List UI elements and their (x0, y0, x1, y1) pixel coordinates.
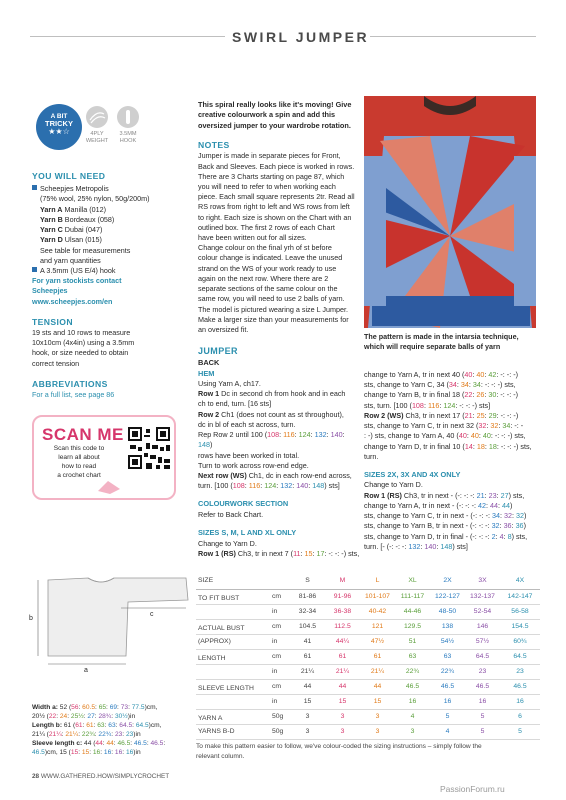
notes-line: outlined box. The first 2 rows of each Chart (198, 222, 335, 232)
table-cell: 154.5 (500, 619, 540, 634)
table-cell: 3 (290, 724, 325, 739)
row-label: TO FIT BUST (196, 589, 270, 604)
scan-line: a crochet chart (57, 471, 101, 479)
table-row (196, 604, 540, 619)
measurement-line: Sleeve length c: 44 (44: 44: 46.5: 46.5: 46.5: (32, 740, 166, 748)
tension-line: correct tension (32, 358, 80, 368)
table-cell: 61 (290, 649, 325, 664)
intro-line: This spiral really looks like it's moving! Give (198, 100, 352, 109)
yarn-a-line (32, 205, 182, 215)
measurement-line: 46.5)cm, 15 (15: 15: 16: 16: 16: 16)in (32, 749, 141, 757)
table-cell: 64.5 (465, 649, 500, 664)
table-cell: 5 (500, 724, 540, 739)
table-cell: 23 (500, 664, 540, 679)
table-cell: 41 (290, 634, 325, 649)
yarn-d-line (32, 235, 182, 245)
table-header-cell (270, 574, 290, 589)
badge-line1: A BIT (50, 113, 68, 120)
qr-code-icon[interactable] (126, 425, 172, 471)
row-unit: cm (270, 649, 290, 664)
middle-column (198, 100, 360, 559)
table-header-cell: M (325, 574, 360, 589)
x-line: sts, change to Yarn B, tr in next - (-: -: -: 32: 36: 36) (364, 521, 526, 531)
table-cell: 3 (325, 724, 360, 739)
watermark: PassionForum.ru (440, 784, 505, 794)
table-cell: 146 (465, 619, 500, 634)
table-cell: 15 (290, 694, 325, 709)
table-cell: 4 (430, 724, 465, 739)
hem-line: Using Yarn A, ch17. (198, 379, 261, 389)
caption-line: which will require separate balls of yarn (364, 342, 501, 352)
yarn-ball-icon (86, 106, 108, 128)
yarn-composition: (75% wool, 25% nylon, 50g/200m) (40, 194, 150, 204)
sml-line: Change to Yarn D. (198, 538, 257, 548)
measurement-line: 21¼ (21¼: 21¼: 22¾: 22¾: 23: 23)in (32, 731, 141, 739)
table-cell: 16 (395, 694, 430, 709)
page-title: SWIRL JUMPER (232, 29, 370, 45)
yarn-value: Dubai (047) (64, 225, 103, 235)
label-c: c (150, 611, 154, 618)
table-cell: 44 (325, 679, 360, 694)
hem-line: Row 2 Ch1 (does not count as st throughout), (198, 409, 344, 419)
intro-line: creative colourwork a spin and add this (198, 110, 336, 120)
table-cell: 15 (325, 694, 360, 709)
tension-line: 10x10cm (4x4in) using a 3.5mm (32, 338, 135, 348)
table-cell: 56-58 (500, 604, 540, 619)
stockists-link[interactable]: www.scheepjes.com/en (32, 296, 113, 306)
yarn-brand: Scheepjes Metropolis (40, 184, 109, 194)
you-will-need-heading: YOU WILL NEED (32, 171, 106, 181)
star-rating: ★★☆ (48, 127, 70, 137)
table-note-line: relevant column. (196, 752, 245, 760)
notes-line: Back and Sleeves. Each piece is worked in rows. (198, 161, 355, 171)
table-cell: 91-96 (325, 589, 360, 604)
table-cell: 111-117 (395, 589, 430, 604)
yarn-label: Yarn C (40, 225, 63, 235)
ply-sub: WEIGHT (85, 137, 109, 144)
badge-line2: TRICKY (45, 119, 73, 129)
table-cell: 3 (360, 724, 395, 739)
measurement-line: 20½ (22: 24: 25½: 27: 28¾: 30½)in (32, 713, 136, 721)
x-line: turn. [- (-: -: -: 132: 140: 148) sts] (364, 541, 468, 551)
notes-line: There are 3 Charts starting on page 87, which (198, 171, 345, 181)
col3-line: change to Yarn A, tr in next 40 (40: 40: 42: -: -: -) (364, 370, 518, 379)
notes-line: have been written out for all sizes. (198, 233, 307, 243)
col3-line: Row 2 (WS) Ch3, tr in next 17 (21: 25: 29: -: -: -) (364, 410, 519, 420)
hook-value: 3.5MM (119, 131, 137, 137)
hem-line: Turn to work across row-end edge. (198, 460, 309, 470)
scan-title: SCAN ME (42, 425, 124, 444)
table-cell: 16 (430, 694, 465, 709)
table-cell: 57½ (465, 634, 500, 649)
table-row (196, 634, 540, 649)
scan-line: Scan this code to (53, 445, 105, 452)
scan-me-box (32, 415, 176, 500)
notes-line: Change colour on the final yrh of st before (198, 243, 332, 253)
table-cell: 46.5 (465, 679, 500, 694)
phone-icon (94, 477, 124, 495)
row-unit: 50g (270, 724, 290, 739)
footer-url[interactable]: WWW.GATHERED.HOW/SIMPLYCROCHET (40, 773, 170, 780)
table-cell: 3 (360, 709, 395, 724)
row-unit: in (270, 694, 290, 709)
notes-line: The model is pictured wearing a size L Jumper. (198, 304, 348, 314)
you-will-need (32, 170, 182, 400)
table-cell: 142-147 (500, 589, 540, 604)
hem-line: Rep Row 2 until 100 (108: 116: 124: 132: 140: 148) (198, 430, 345, 450)
col3-line: sts, change to Yarn C, tr in next 32 (32: 32: 34: -: - (364, 421, 524, 431)
notes-line: RS rows from right to left and WS rows from left (198, 202, 350, 212)
table-header-cell: XL (395, 574, 430, 589)
col3-line: change to Yarn B, tr in final 18 (22: 26: 30: -: -: -) (364, 390, 518, 400)
table-cell: 138 (430, 619, 465, 634)
table-row (196, 664, 540, 679)
table-cell: 22¾ (430, 664, 465, 679)
see-table-note-2: and yarn quantities (40, 255, 101, 265)
table-row (196, 724, 540, 739)
yarn-value: Ulsan (015) (64, 235, 102, 245)
table-cell: 47½ (360, 634, 395, 649)
yarn-label: Yarn B (40, 214, 63, 224)
hem-heading: HEM (198, 368, 215, 378)
col3-line: turn. (364, 451, 379, 461)
table-cell: 129.5 (395, 619, 430, 634)
jumper-heading: JUMPER (198, 346, 238, 357)
table-cell: 44¼ (325, 634, 360, 649)
table-cell: 52-54 (465, 604, 500, 619)
measurement-line: Width a: 52 (56: 60.5: 65: 69: 73: 77.5)cm, (32, 704, 158, 711)
colourwork-text: Refer to Back Chart. (198, 509, 264, 519)
table-cell: 63 (395, 649, 430, 664)
table-cell: 22¾ (395, 664, 430, 679)
ply-value: 4PLY (90, 131, 104, 137)
notes-line: colour change is indicated. Leave the unused (198, 253, 343, 263)
table-cell: 63 (430, 649, 465, 664)
notes-line: separate sections of the same colour on the (198, 284, 338, 294)
bullet-square (32, 185, 37, 190)
garment-diagram (26, 570, 196, 680)
row-label (196, 694, 270, 709)
intro-line: oversized jumper to your wardrobe rotation. (198, 120, 351, 130)
row-label (196, 604, 270, 619)
back-heading: BACK (198, 357, 220, 367)
table-cell: 51 (395, 634, 430, 649)
scan-text (42, 445, 116, 481)
table-row (196, 679, 540, 694)
x-line: Change to Yarn D. (364, 480, 423, 490)
stockists-brand: Scheepjes (32, 286, 68, 296)
table-cell: 3 (325, 709, 360, 724)
table-cell: 81-86 (290, 589, 325, 604)
jumper-photo (364, 96, 536, 328)
notes-heading: NOTES (198, 140, 230, 151)
right-column (364, 370, 540, 552)
table-cell: 5 (465, 724, 500, 739)
table-note-line: To make this pattern easier to follow, we've colour-coded the sizing instructions – simply follow the (196, 743, 482, 750)
label-a: a (84, 667, 88, 674)
table-cell: 5 (430, 709, 465, 724)
table-cell: 32-34 (290, 604, 325, 619)
footer (32, 772, 169, 781)
table-cell: 112.5 (325, 619, 360, 634)
abbreviations-heading: ABBREVIATIONS (32, 378, 108, 389)
intro-text (198, 100, 360, 131)
scan-line: how to read (61, 462, 97, 470)
table-row (196, 649, 540, 664)
table-cell: 3 (395, 724, 430, 739)
row-label (196, 664, 270, 679)
notes-line: you will need to refer to when working each (198, 181, 336, 191)
table-header-cell: 4X (500, 574, 540, 589)
scan-line: learn all about (58, 453, 100, 461)
tension-line: hook, or size needed to obtain (32, 348, 129, 358)
notes-line: strand on the WS of your work ready to use (198, 263, 337, 273)
x-line: sts, change to Yarn D, tr in final - (-: -: -: 2: 4: 8) sts, (364, 531, 528, 541)
table-cell: 60¾ (500, 634, 540, 649)
table-cell: 15 (360, 694, 395, 709)
size-table (196, 574, 540, 740)
row-unit: cm (270, 589, 290, 604)
table-cell: 64.5 (500, 649, 540, 664)
bullet-square (32, 267, 37, 272)
col3-line: sts, change to Yarn C, 34 (34: 34: 34: -: -: -) sts, (364, 380, 516, 390)
table-cell: 36-38 (325, 604, 360, 619)
hook-sub: HOOK (119, 137, 137, 144)
hem-line: dc in bl of each st across, turn. (198, 419, 296, 429)
table-cell: 6 (500, 709, 540, 724)
table-header-cell: 2X (430, 574, 465, 589)
table-cell: 5 (465, 709, 500, 724)
measurement-line: Length b: 61 (61: 61: 63: 63: 64.5: 64.5)cm, (32, 722, 162, 730)
col3-line: change to Yarn D, tr in final 10 (14: 18: 18: -: -: -) sts, (364, 441, 532, 451)
label-b: b (29, 615, 33, 622)
hem-line: Next row (WS) Ch1, dc in each row-end across, (198, 470, 352, 480)
table-cell: 40-42 (360, 604, 395, 619)
table-cell: 104.5 (290, 619, 325, 634)
hook-requirement: A 3.5mm (US E/4) hook (40, 265, 116, 275)
table-header-cell: SIZE (196, 574, 270, 589)
notes-line: Jumper is made in separate pieces for Front, (198, 151, 341, 161)
table-cell: 21¼ (290, 664, 325, 679)
table-row (196, 694, 540, 709)
col3-line: sts, turn. [100 (108: 116: 124: -: -: -) sts] (364, 400, 491, 410)
table-header-cell: S (290, 574, 325, 589)
table-header-row (196, 574, 540, 589)
sml-line: Row 1 (RS) Ch3, tr in next 7 (11: 15: 17: -: -: -) sts, (198, 548, 360, 558)
row-label: SLEEVE LENGTH (196, 679, 270, 694)
notes-line: Make a larger size than your measurements for (198, 314, 349, 324)
table-cell: 16 (500, 694, 540, 709)
tension-line: 19 sts and 10 rows to measure (32, 328, 131, 338)
row-unit: in (270, 634, 290, 649)
size-table-grid (196, 574, 540, 740)
table-row (196, 709, 540, 724)
hem-line: rows have been worked in total. (198, 450, 300, 460)
tension-heading: TENSION (32, 316, 73, 327)
notes-line: again on the next row. Where there are 2 (198, 273, 329, 283)
table-cell: 4 (395, 709, 430, 724)
table-cell: 61 (325, 649, 360, 664)
row-unit: in (270, 664, 290, 679)
table-note (196, 742, 540, 761)
yarn-value: Bordeaux (058) (64, 214, 115, 224)
table-cell: 46.5 (430, 679, 465, 694)
table-cell: 121 (360, 619, 395, 634)
table-cell: 44 (360, 679, 395, 694)
yarn-value: Manilla (012) (64, 204, 107, 214)
table-cell: 16 (465, 694, 500, 709)
table-cell: 3 (290, 709, 325, 724)
abbreviations-ref: For a full list, see page 86 (32, 390, 115, 400)
hook-label (114, 131, 142, 144)
notes-line: same row, you will need to use 2 balls of yarn. (198, 294, 345, 304)
hem-line: Row 1 Dc in second ch from hook and in each (198, 389, 346, 399)
sizes-2x-heading: SIZES 2X, 3X AND 4X ONLY (364, 469, 461, 479)
row-label: YARN A (196, 709, 270, 724)
table-cell: 46.5 (395, 679, 430, 694)
table-cell: 44 (290, 679, 325, 694)
hem-line: turn. [100 (108: 116: 124: 132: 140: 148) sts] (198, 481, 340, 491)
table-cell: 48-50 (430, 604, 465, 619)
table-row (196, 619, 540, 634)
yarn-b-line (32, 215, 182, 225)
x-line: Row 1 (RS) Ch3, tr in next - (-: -: -: 21: 23: 27) sts, (364, 490, 525, 500)
table-cell: 54½ (430, 634, 465, 649)
stockists-line: For yarn stockists contact (32, 276, 122, 286)
col3-line: : -) sts, change to Yarn A, 40 (40: 40: 40: -: -: -) sts, (364, 431, 526, 441)
table-header-cell: 3X (465, 574, 500, 589)
notes-line: piece. Each small square represents 2tr. Read all (198, 192, 355, 202)
x-line: change to Yarn A, tr in next - (-: -: -: 42: 44: 44) (364, 500, 513, 510)
row-label: (APPROX) (196, 634, 270, 649)
table-cell: 101-107 (360, 589, 395, 604)
x-line: sts, change to Yarn C, tr in next - (-: -: -: 34: 32: 32) (364, 511, 527, 521)
row-label: ACTUAL BUST (196, 619, 270, 634)
notes-line: an oversized fit. (198, 325, 249, 334)
notes-line: to right. Each size is shown on the Chart with an (198, 212, 352, 222)
row-label: LENGTH (196, 649, 270, 664)
colourwork-heading: COLOURWORK SECTION (198, 499, 289, 509)
row-unit: cm (270, 679, 290, 694)
table-cell: 122-127 (430, 589, 465, 604)
table-cell: 46.5 (500, 679, 540, 694)
table-cell: 21¼ (360, 664, 395, 679)
notes-body (198, 151, 360, 335)
table-cell: 132-137 (465, 589, 500, 604)
row-unit: in (270, 604, 290, 619)
yarn-label: Yarn D (40, 235, 63, 245)
hook-icon (117, 106, 139, 128)
ply-label (83, 131, 111, 144)
difficulty-badge (36, 104, 82, 150)
table-cell: 21¼ (325, 664, 360, 679)
sizes-sml-heading: SIZES S, M, L AND XL ONLY (198, 528, 297, 538)
header-rule-right (370, 36, 536, 37)
caption-line: The pattern is made in the intarsia technique, (364, 332, 519, 341)
table-cell: 61 (360, 649, 395, 664)
yarn-label: Yarn A (40, 204, 63, 214)
hem-line: ch to end, turn. [16 sts] (198, 399, 272, 409)
page-number: 28 (32, 773, 40, 780)
photo-caption (364, 332, 540, 352)
yarn-c-line (32, 225, 182, 235)
row-unit: 50g (270, 709, 290, 724)
row-unit: cm (270, 619, 290, 634)
see-table-note: See table for measurements (40, 245, 131, 255)
row-label: YARNS B-D (196, 724, 270, 739)
table-cell: 44-46 (395, 604, 430, 619)
table-header-cell: L (360, 574, 395, 589)
header-rule-left (30, 36, 225, 37)
measurements (32, 703, 200, 758)
table-row (196, 589, 540, 604)
table-cell: 23 (465, 664, 500, 679)
